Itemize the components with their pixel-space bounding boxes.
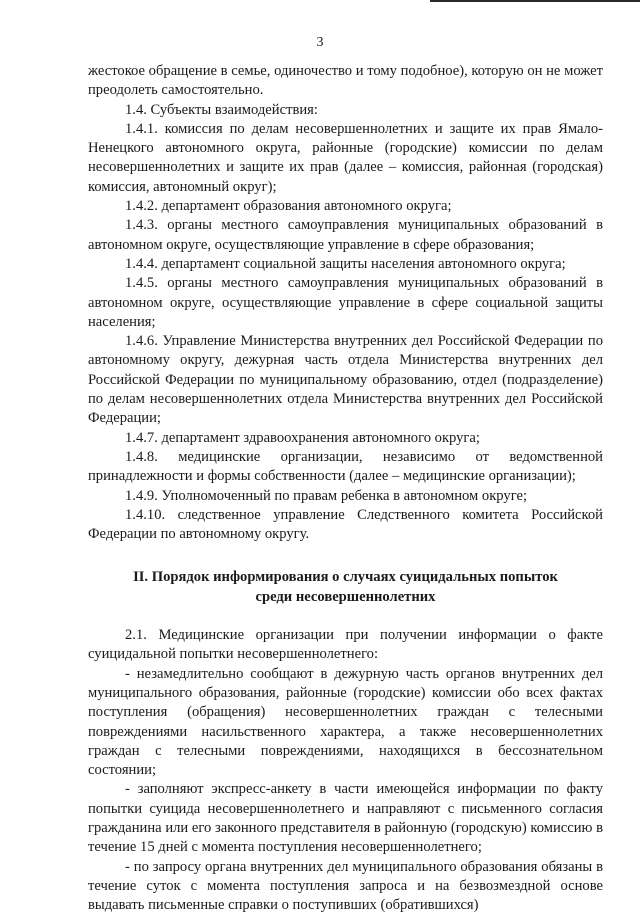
section-2-heading-line-1: II. Порядок информирования о случаях суицидальных попыток (133, 569, 558, 586)
paragraph-p-2-1-c: - по запросу органа внутренних дел муниципального образования обязаны в течение суток с момента поступления запроса и на безвозмездной основе выдавать письменные справки о поступивших (обратившихся) (88, 858, 603, 914)
paragraph-p-1-4-6: 1.4.6. Управление Министерства внутренних дел Российской Федерации по автономному округу, дежурная часть отдела Министерства внутренних дел Российской Федерации по муниципальному образованию, отдел (подразделение) по делам несовершеннолетних отдела Министерства внутренних дел Российской Федерации; (88, 333, 603, 427)
paragraph-p-1-4-5: 1.4.5. органы местного самоуправления муниципальных образований в автономном округе, осуществляющие управление в сфере социальной защиты населения; (88, 275, 603, 330)
document-body (88, 62, 603, 915)
section-1-paragraphs (88, 62, 603, 544)
top-edge-rule (430, 0, 640, 2)
paragraph-p-2-1-b: - заполняют экспресс-анкету в части имеющейся информации по факту попытки суицида несовершеннолетнего и направляют с письменного согласия гражданина или его законного представителя в районную (городскую) комиссию в течение 15 дней с момента поступления несовершеннолетнего; (88, 781, 603, 856)
page-number: 3 (316, 35, 324, 50)
paragraph-p-1-4-2: 1.4.2. департамент образования автономного округа; (125, 198, 452, 215)
paragraph-p-1-4-10: 1.4.10. следственное управление Следственного комитета Российской Федерации по автономному округу. (88, 506, 603, 543)
paragraph-p-1-4-3: 1.4.3. органы местного самоуправления муниципальных образований в автономном округе, осуществляющие управление в сфере образования; (88, 217, 603, 253)
paragraph-p-1-4-8: 1.4.8. медицинские организации, независимо от ведомственной принадлежности и формы собственности (далее – медицинские организации); (88, 448, 603, 485)
paragraph-p-1-4-4: 1.4.4. департамент социальной защиты населения автономного округа; (125, 255, 566, 272)
section-2-paragraphs (88, 626, 603, 915)
section-2-heading-line-2: среди несовершеннолетних (255, 588, 436, 605)
paragraph-p-1-4-1: 1.4.1. комиссия по делам несовершеннолетних и защите их прав Ямало-Ненецкого автономного округа, районные (городские) комиссии по делам несовершеннолетних и защите их прав (далее – комиссия, районная (городская) комиссия, автономный округ); (88, 120, 603, 195)
paragraph-p-1-4: 1.4. Субъекты взаимодействия: (125, 101, 318, 118)
section-2-heading (88, 568, 603, 607)
paragraph-p-2-1: 2.1. Медицинские организации при получении информации о факте суицидальной попытки несовершеннолетнего: (88, 627, 603, 663)
paragraph-p-2-1-a: - незамедлительно сообщают в дежурную часть органов внутренних дел муниципального образования, районные (городские) комиссии обо всех фактах поступления (обращения) несовершеннолетних граждан с телесными повреждениями насильственного характера, а также несовершеннолетних граждан с телесными повреждениями, находящихся в бессознательном состоянии; (88, 665, 603, 779)
paragraph-p-1-4-9: 1.4.9. Уполномоченный по правам ребенка в автономном округе; (125, 487, 528, 504)
paragraph-p-1-4-7: 1.4.7. департамент здравоохранения автономного округа; (125, 429, 480, 446)
paragraph-intro-continuation: жестокое обращение в семье, одиночество и тому подобное), которую он не может преодолеть самостоятельно. (88, 63, 603, 99)
